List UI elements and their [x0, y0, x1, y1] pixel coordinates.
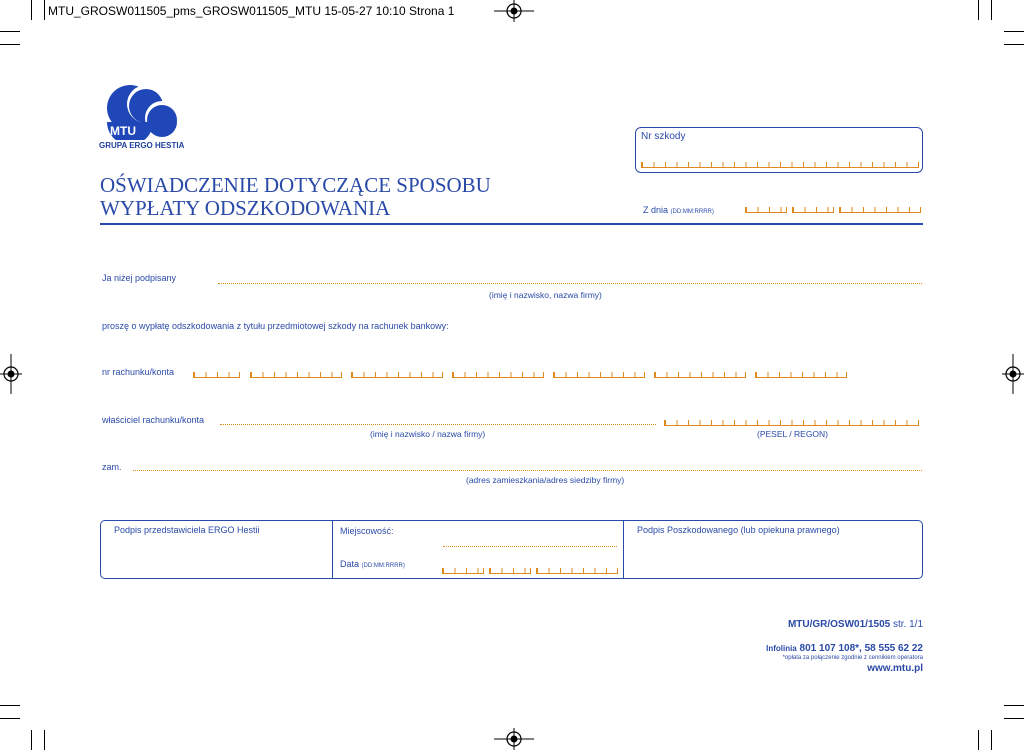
hotline-label: Infolinia	[766, 644, 797, 653]
date-format: (DD:MM:RRRR)	[670, 209, 714, 215]
title-line-2: WYPŁATY ODSZKODOWANIA	[100, 196, 391, 220]
form-code-line	[788, 619, 923, 630]
account-field[interactable]	[452, 372, 544, 378]
page-title	[100, 174, 491, 220]
owner-label: właściciel rachunku/konta	[102, 415, 205, 425]
registration-mark-icon	[494, 728, 534, 750]
claim-number-field[interactable]	[641, 162, 919, 168]
title-divider	[100, 223, 923, 225]
date-day-field[interactable]	[745, 207, 787, 213]
pesel-caption: (PESEL / REGON)	[757, 429, 829, 439]
owner-field[interactable]	[220, 424, 656, 425]
representative-signature-label: Podpis przedstawiciela ERGO Hestii	[114, 525, 260, 535]
date-label	[643, 205, 714, 215]
owner-caption: (imię i nazwisko / nazwa firmy)	[370, 429, 486, 439]
logo-text: MTU	[110, 124, 136, 138]
registration-mark-icon	[0, 354, 22, 394]
registration-mark-icon	[494, 0, 534, 22]
pesel-field[interactable]	[664, 420, 919, 426]
hotline-numbers: 801 107 108*, 58 555 62 22	[799, 643, 923, 654]
address-field[interactable]	[133, 470, 922, 471]
print-header: MTU_GROSW011505_pms_GROSW011505_MTU 15-05-27 10:10 Strona 1	[48, 4, 455, 18]
signature-date-year[interactable]	[536, 568, 618, 574]
request-text: proszę o wypłatę odszkodowania z tytułu przedmiotowej szkody na rachunek bankowy:	[102, 321, 449, 331]
form-code: MTU/GR/OSW01/1505	[787, 619, 891, 630]
signature-date-day[interactable]	[442, 568, 484, 574]
signature-divider	[623, 521, 624, 579]
address-caption: (adres zamieszkania/adres siedziby firmy)	[466, 475, 625, 485]
account-field[interactable]	[193, 372, 240, 378]
date-label-text: Z dnia	[643, 205, 669, 215]
signature-date-month[interactable]	[489, 568, 531, 574]
account-field[interactable]	[755, 372, 847, 378]
undersigned-label: Ja niżej podpisany	[102, 273, 177, 283]
claim-number-label: Nr szkody	[641, 131, 686, 142]
place-label: Miejscowość:	[340, 526, 394, 536]
brand-group-name: GRUPA ERGO HESTIA	[99, 141, 185, 150]
account-field[interactable]	[250, 372, 342, 378]
page-info: str. 1/1	[892, 619, 923, 630]
title-line-1: OŚWIADCZENIE DOTYCZĄCE SPOSOBU	[100, 173, 491, 197]
injured-signature-label: Podpis Poszkodowanego (lub opiekuna prawnego)	[637, 525, 840, 535]
date-year-field[interactable]	[839, 207, 921, 213]
account-field[interactable]	[654, 372, 746, 378]
date-month-field[interactable]	[792, 207, 834, 213]
signature-date-label-text: Data	[340, 559, 360, 569]
hotline-line	[766, 643, 923, 654]
undersigned-caption: (imię i nazwisko, nazwa firmy)	[489, 290, 602, 300]
place-field[interactable]	[443, 546, 617, 547]
signature-divider	[332, 521, 333, 579]
hotline-note: *opłata za połączenie zgodnie z cennikiem operatora	[782, 655, 923, 661]
registration-mark-icon	[1002, 354, 1024, 394]
account-field[interactable]	[351, 372, 443, 378]
account-label: nr rachunku/konta	[102, 367, 175, 377]
signature-date-label	[340, 559, 405, 569]
address-label: zam.	[102, 462, 122, 472]
undersigned-field[interactable]	[218, 283, 922, 284]
signature-date-format: (DD:MM:RRRR)	[361, 563, 405, 569]
website-link[interactable]: www.mtu.pl	[867, 663, 923, 674]
account-field[interactable]	[553, 372, 645, 378]
